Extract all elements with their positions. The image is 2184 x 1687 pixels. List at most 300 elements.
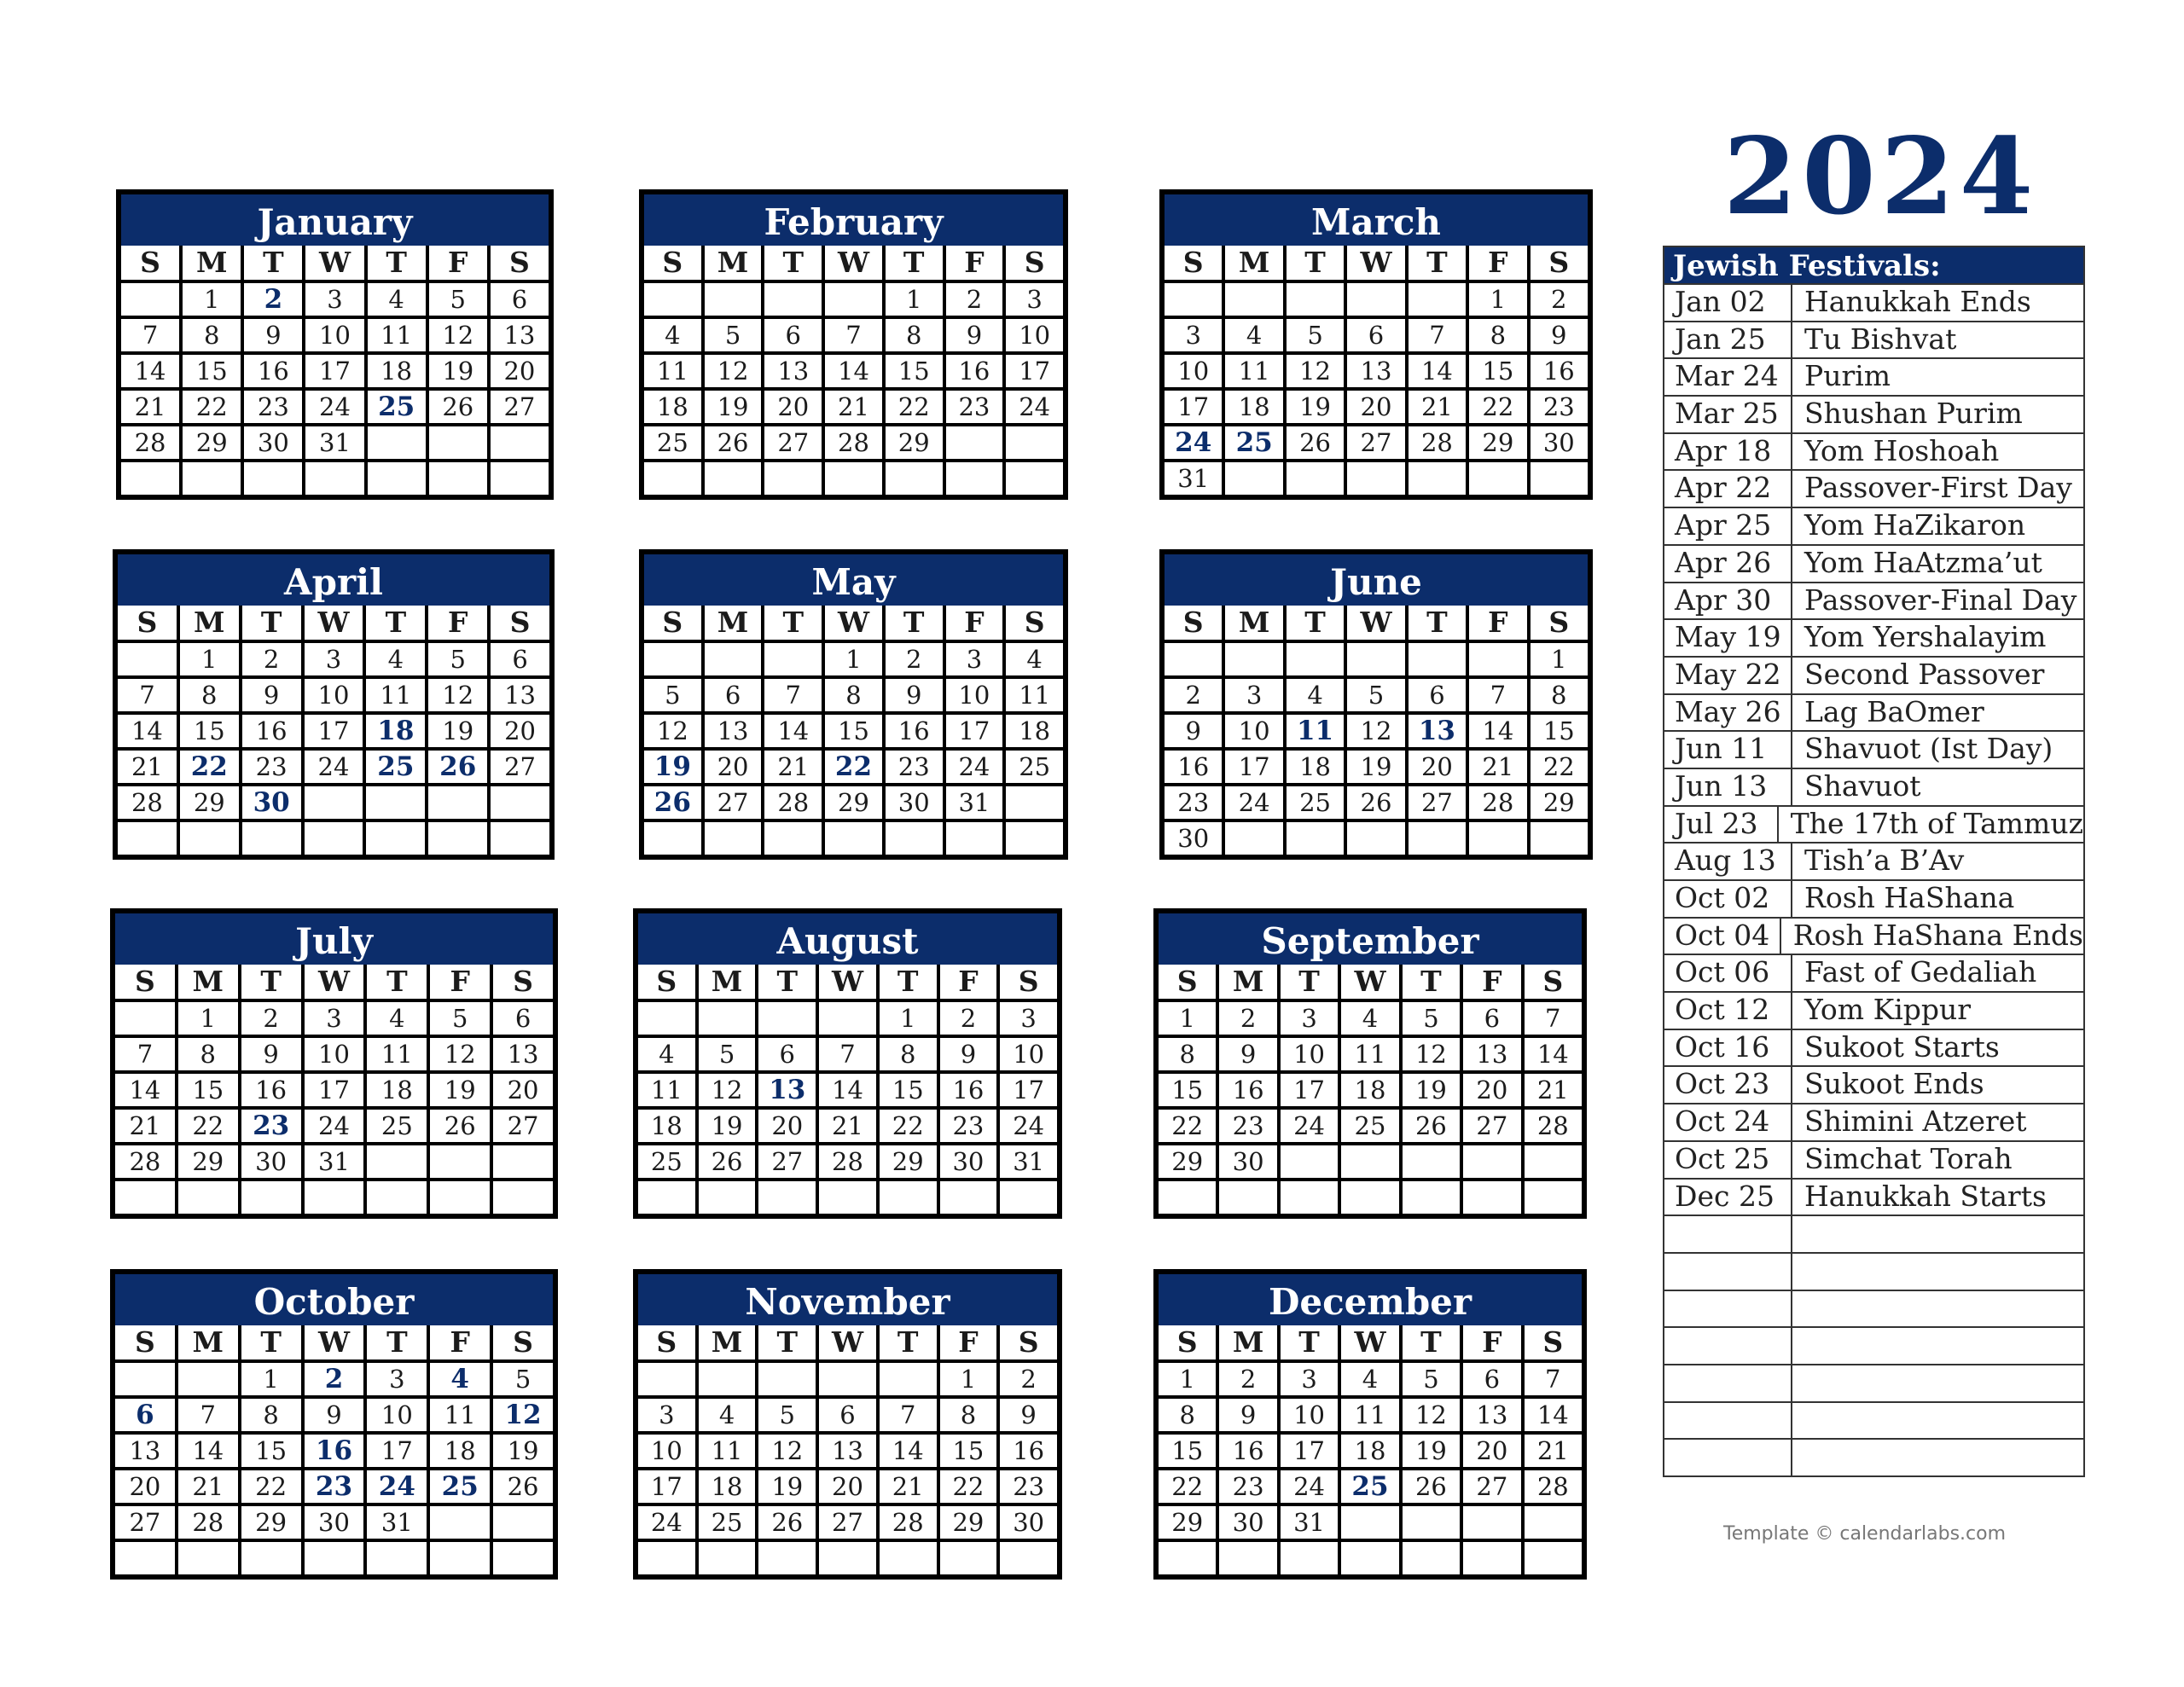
empty-day-cell	[1347, 643, 1404, 675]
day-cell: 4	[366, 643, 425, 675]
festival-date: Oct 12	[1664, 993, 1792, 1029]
day-cell: 20	[491, 355, 549, 387]
day-cell: 4	[1006, 643, 1063, 675]
weekday-label: S	[644, 606, 701, 640]
day-cell: 8	[183, 319, 241, 351]
day-cell: 15	[241, 1435, 301, 1467]
holiday-day-cell: 22	[180, 751, 239, 783]
day-cell: 19	[758, 1470, 816, 1503]
day-cell: 7	[825, 319, 882, 351]
empty-day-cell	[115, 1181, 175, 1214]
day-cell: 29	[825, 786, 882, 819]
day-cell: 16	[1531, 355, 1588, 387]
empty-day-cell	[430, 1542, 490, 1574]
day-cell: 31	[1165, 462, 1222, 495]
day-cell: 20	[493, 1074, 553, 1106]
holiday-day-cell: 2	[305, 1363, 364, 1395]
weekday-label: T	[242, 606, 301, 640]
festival-row	[1664, 879, 2083, 917]
day-cell: 8	[1159, 1038, 1216, 1070]
empty-day-cell	[705, 462, 762, 495]
holiday-day-cell: 23	[305, 1470, 364, 1503]
weekday-label: W	[305, 1325, 364, 1359]
day-cell: 1	[241, 1363, 301, 1395]
empty-day-cell	[491, 462, 549, 495]
month-8	[1153, 908, 1587, 1219]
empty-day-cell	[1409, 462, 1466, 495]
day-cell: 18	[1225, 391, 1282, 423]
day-cell: 28	[115, 1145, 175, 1178]
day-cell: 8	[178, 1038, 238, 1070]
festival-row	[1664, 768, 2083, 805]
day-cell: 8	[1159, 1399, 1216, 1431]
festival-name: Hanukkah Starts	[1804, 1179, 2047, 1213]
day-cell: 13	[1463, 1038, 1520, 1070]
festival-row	[1664, 730, 2083, 768]
weekday-label: S	[491, 246, 549, 280]
day-cell: 29	[178, 1145, 238, 1178]
empty-day-cell	[366, 822, 425, 855]
festival-date: Jan 02	[1664, 285, 1792, 321]
holiday-day-cell: 24	[367, 1470, 427, 1503]
day-cell: 6	[764, 319, 822, 351]
day-cell: 25	[367, 1110, 427, 1142]
day-cell: 20	[705, 751, 762, 783]
weekday-row	[644, 246, 1063, 280]
day-cell: 3	[305, 283, 363, 316]
empty-day-cell	[1469, 822, 1526, 855]
day-cell: 29	[1159, 1506, 1216, 1539]
empty-day-cell	[493, 1506, 553, 1539]
day-cell: 15	[183, 355, 241, 387]
empty-day-cell	[1006, 822, 1063, 855]
day-cell: 2	[1000, 1363, 1057, 1395]
day-cell: 14	[1525, 1399, 1582, 1431]
empty-day-cell	[305, 462, 363, 495]
day-cell: 18	[368, 355, 426, 387]
day-cell: 12	[758, 1435, 816, 1467]
day-cell: 25	[1287, 786, 1344, 819]
weekday-label: T	[758, 1325, 816, 1359]
empty-day-cell	[428, 786, 487, 819]
empty-day-cell	[115, 1363, 175, 1395]
empty-day-cell	[242, 822, 301, 855]
day-cell: 3	[1000, 1002, 1057, 1035]
day-cell: 29	[1469, 426, 1526, 459]
day-cell: 4	[1287, 679, 1344, 711]
empty-day-cell	[644, 283, 701, 316]
weekday-label: S	[1165, 246, 1222, 280]
day-cell: 27	[491, 391, 549, 423]
empty-day-cell	[1006, 462, 1063, 495]
empty-day-cell	[367, 1181, 427, 1214]
weekday-label: M	[178, 965, 238, 999]
empty-day-cell	[1463, 1145, 1520, 1178]
weekday-label: S	[493, 965, 553, 999]
day-cell: 15	[886, 355, 943, 387]
weekday-label: S	[638, 965, 695, 999]
festival-row	[1664, 656, 2083, 693]
day-cell: 13	[491, 319, 549, 351]
festival-name: Yom HaZikaron	[1804, 508, 2026, 542]
month-11	[1153, 1269, 1587, 1580]
festival-row	[1664, 917, 2083, 954]
weekday-label: F	[946, 606, 1003, 640]
month-6	[110, 908, 558, 1219]
day-cell: 12	[1287, 355, 1344, 387]
holiday-day-cell: 22	[825, 751, 882, 783]
empty-day-cell	[178, 1181, 238, 1214]
day-cell: 22	[1159, 1110, 1216, 1142]
day-cell: 6	[491, 283, 549, 316]
day-grid	[1165, 640, 1588, 855]
festival-name: Tish’a B’Av	[1804, 844, 1965, 878]
day-cell: 6	[1347, 319, 1404, 351]
day-cell: 26	[1403, 1110, 1460, 1142]
day-grid	[1159, 999, 1582, 1214]
empty-day-cell	[429, 462, 487, 495]
day-cell: 8	[880, 1038, 937, 1070]
weekday-label: F	[430, 1325, 490, 1359]
day-cell: 20	[115, 1470, 175, 1503]
day-cell: 2	[946, 283, 1003, 316]
empty-day-cell	[1225, 283, 1282, 316]
empty-day-cell	[1159, 1181, 1216, 1214]
empty-day-cell	[638, 1363, 695, 1395]
empty-day-cell	[367, 1542, 427, 1574]
weekday-label: M	[178, 1325, 238, 1359]
day-cell: 16	[886, 715, 943, 747]
festival-date: Apr 30	[1664, 583, 1792, 619]
day-cell: 27	[493, 1110, 553, 1142]
empty-day-cell	[118, 643, 177, 675]
festival-date: Oct 16	[1664, 1030, 1792, 1066]
weekday-label: W	[305, 606, 363, 640]
day-cell: 30	[1531, 426, 1588, 459]
festival-date	[1664, 1254, 1792, 1290]
weekday-label: S	[638, 1325, 695, 1359]
day-cell: 20	[758, 1110, 816, 1142]
day-cell: 11	[638, 1074, 695, 1106]
festival-row	[1664, 805, 2083, 843]
day-cell: 5	[493, 1363, 553, 1395]
empty-day-cell	[1403, 1145, 1460, 1178]
day-cell: 18	[430, 1435, 490, 1467]
day-cell: 6	[819, 1399, 876, 1431]
day-cell: 7	[1525, 1002, 1582, 1035]
day-cell: 15	[1159, 1435, 1216, 1467]
day-grid	[644, 640, 1063, 855]
day-cell: 11	[1225, 355, 1282, 387]
festival-row	[1664, 1438, 2083, 1475]
day-grid	[644, 280, 1063, 495]
festival-name: Simchat Torah	[1804, 1141, 2013, 1175]
weekday-row	[115, 1325, 553, 1359]
day-cell: 31	[946, 786, 1003, 819]
day-cell: 16	[1219, 1435, 1276, 1467]
festival-name: Tu Bishvat	[1804, 322, 1957, 356]
empty-day-cell	[1525, 1542, 1582, 1574]
weekday-label: S	[644, 246, 701, 280]
weekday-label: F	[940, 1325, 997, 1359]
festival-date	[1664, 1440, 1792, 1475]
day-cell: 9	[305, 1399, 364, 1431]
day-cell: 12	[644, 715, 701, 747]
festival-date: May 19	[1664, 620, 1792, 656]
festivals-list	[1664, 283, 2083, 1475]
day-cell: 15	[180, 715, 239, 747]
day-cell: 22	[178, 1110, 238, 1142]
holiday-day-cell: 25	[368, 391, 426, 423]
day-cell: 24	[305, 751, 363, 783]
weekday-label: T	[1403, 1325, 1460, 1359]
empty-day-cell	[946, 462, 1003, 495]
day-cell: 29	[180, 786, 239, 819]
weekday-label: M	[705, 606, 762, 640]
empty-day-cell	[1287, 822, 1344, 855]
festival-date: Aug 13	[1664, 844, 1792, 879]
empty-day-cell	[1409, 822, 1466, 855]
day-cell: 1	[886, 283, 943, 316]
festival-name: Yom HaAtzma’ut	[1804, 545, 2042, 579]
day-cell: 30	[305, 1506, 364, 1539]
empty-day-cell	[121, 462, 179, 495]
day-cell: 28	[121, 426, 179, 459]
weekday-label: T	[1281, 965, 1338, 999]
festival-name: Shavuot (Ist Day)	[1804, 732, 2053, 766]
month-title: July	[115, 913, 553, 965]
day-cell: 28	[880, 1506, 937, 1539]
day-cell: 3	[1281, 1002, 1338, 1035]
day-cell: 21	[764, 751, 822, 783]
festival-row	[1664, 507, 2083, 544]
empty-day-cell	[241, 1542, 301, 1574]
day-cell: 11	[366, 679, 425, 711]
weekday-label: T	[886, 246, 943, 280]
day-cell: 23	[1531, 391, 1588, 423]
empty-day-cell	[699, 1002, 756, 1035]
day-cell: 21	[1409, 391, 1466, 423]
festival-name	[1792, 1216, 1804, 1252]
holiday-day-cell: 16	[305, 1435, 364, 1467]
month-title: March	[1165, 194, 1588, 246]
month-2	[1159, 189, 1593, 500]
day-cell: 12	[1347, 715, 1404, 747]
empty-day-cell	[764, 283, 822, 316]
empty-day-cell	[1347, 462, 1404, 495]
empty-day-cell	[493, 1181, 553, 1214]
day-cell: 18	[644, 391, 701, 423]
day-cell: 7	[1469, 679, 1526, 711]
weekday-label: S	[1159, 1325, 1216, 1359]
day-cell: 15	[1469, 355, 1526, 387]
day-cell: 3	[946, 643, 1003, 675]
empty-day-cell	[758, 1002, 816, 1035]
empty-day-cell	[644, 822, 701, 855]
holiday-day-cell: 6	[115, 1399, 175, 1431]
empty-day-cell	[1531, 822, 1588, 855]
day-cell: 7	[1525, 1363, 1582, 1395]
festival-date: Mar 24	[1664, 359, 1792, 395]
day-cell: 14	[115, 1074, 175, 1106]
day-cell: 27	[491, 751, 549, 783]
empty-day-cell	[1165, 643, 1222, 675]
festival-row	[1664, 582, 2083, 619]
day-cell: 7	[880, 1399, 937, 1431]
weekday-label: M	[180, 606, 239, 640]
festival-name	[1792, 1440, 1804, 1475]
festival-name: Yom Hoshoah	[1804, 433, 2000, 467]
day-cell: 3	[367, 1363, 427, 1395]
empty-day-cell	[121, 283, 179, 316]
month-9	[110, 1269, 558, 1580]
day-cell: 23	[1000, 1470, 1057, 1503]
day-cell: 13	[705, 715, 762, 747]
empty-day-cell	[819, 1181, 876, 1214]
day-cell: 18	[367, 1074, 427, 1106]
day-cell: 7	[121, 319, 179, 351]
day-cell: 17	[1165, 391, 1222, 423]
day-cell: 2	[940, 1002, 997, 1035]
weekday-label: F	[430, 965, 490, 999]
day-cell: 28	[1525, 1470, 1582, 1503]
empty-day-cell	[491, 426, 549, 459]
empty-day-cell	[1225, 822, 1282, 855]
day-cell: 13	[1347, 355, 1404, 387]
day-cell: 7	[118, 679, 177, 711]
day-cell: 3	[1165, 319, 1222, 351]
day-cell: 22	[886, 391, 943, 423]
day-cell: 5	[428, 643, 487, 675]
holiday-day-cell: 24	[1165, 426, 1222, 459]
festival-row	[1664, 1252, 2083, 1290]
empty-day-cell	[699, 1542, 756, 1574]
day-cell: 19	[493, 1435, 553, 1467]
day-cell: 16	[1000, 1435, 1057, 1467]
empty-day-cell	[1287, 643, 1344, 675]
day-cell: 11	[1341, 1399, 1398, 1431]
empty-day-cell	[368, 426, 426, 459]
day-cell: 6	[1463, 1363, 1520, 1395]
day-cell: 29	[241, 1506, 301, 1539]
day-cell: 11	[430, 1399, 490, 1431]
festival-row	[1664, 1103, 2083, 1140]
weekday-row	[118, 606, 549, 640]
festival-row	[1664, 693, 2083, 731]
day-cell: 6	[491, 643, 549, 675]
day-cell: 30	[1000, 1506, 1057, 1539]
day-cell: 5	[705, 319, 762, 351]
day-cell: 31	[305, 426, 363, 459]
day-cell: 13	[491, 679, 549, 711]
weekday-label: S	[491, 606, 549, 640]
festival-name: Hanukkah Ends	[1804, 285, 2031, 318]
day-cell: 25	[644, 426, 701, 459]
month-title: October	[115, 1274, 553, 1325]
day-cell: 19	[705, 391, 762, 423]
empty-day-cell	[1341, 1145, 1398, 1178]
empty-day-cell	[1531, 462, 1588, 495]
day-cell: 10	[1165, 355, 1222, 387]
day-cell: 28	[1525, 1110, 1582, 1142]
weekday-label: T	[368, 246, 426, 280]
day-cell: 17	[1006, 355, 1063, 387]
day-cell: 30	[1165, 822, 1222, 855]
day-cell: 19	[1347, 751, 1404, 783]
day-cell: 26	[758, 1506, 816, 1539]
day-grid	[638, 999, 1057, 1214]
day-cell: 9	[1000, 1399, 1057, 1431]
day-cell: 25	[638, 1145, 695, 1178]
day-cell: 14	[880, 1435, 937, 1467]
empty-day-cell	[430, 1506, 490, 1539]
day-grid	[115, 999, 553, 1214]
festival-date	[1664, 1328, 1792, 1364]
day-cell: 29	[1159, 1145, 1216, 1178]
day-cell: 23	[946, 391, 1003, 423]
festival-name: Shushan Purim	[1804, 397, 2023, 431]
day-cell: 4	[1225, 319, 1282, 351]
empty-day-cell	[1409, 643, 1466, 675]
festival-row	[1664, 321, 2083, 358]
empty-day-cell	[1341, 1181, 1398, 1214]
day-cell: 9	[946, 319, 1003, 351]
festival-name: Sukoot Starts	[1804, 1029, 2000, 1064]
weekday-label: T	[1403, 965, 1460, 999]
day-cell: 24	[1281, 1110, 1338, 1142]
festival-row	[1664, 1290, 2083, 1327]
empty-day-cell	[638, 1181, 695, 1214]
day-cell: 9	[244, 319, 302, 351]
empty-day-cell	[764, 462, 822, 495]
day-cell: 17	[1225, 751, 1282, 783]
day-cell: 1	[1469, 283, 1526, 316]
weekday-row	[1159, 1325, 1582, 1359]
month-4	[639, 549, 1068, 860]
day-cell: 31	[1281, 1506, 1338, 1539]
holiday-day-cell: 13	[758, 1074, 816, 1106]
weekday-label: T	[367, 1325, 427, 1359]
festival-name: Shavuot	[1804, 768, 1921, 803]
day-cell: 20	[1347, 391, 1404, 423]
festival-row	[1664, 1065, 2083, 1103]
day-cell: 27	[1347, 426, 1404, 459]
day-cell: 20	[1463, 1435, 1520, 1467]
day-cell: 14	[1409, 355, 1466, 387]
weekday-label: S	[1525, 1325, 1582, 1359]
weekday-label: F	[429, 246, 487, 280]
day-cell: 21	[880, 1470, 937, 1503]
holiday-day-cell: 25	[366, 751, 425, 783]
day-cell: 31	[305, 1145, 364, 1178]
day-cell: 27	[705, 786, 762, 819]
day-cell: 2	[1219, 1363, 1276, 1395]
day-cell: 28	[819, 1145, 876, 1178]
holiday-day-cell: 13	[1409, 715, 1466, 747]
weekday-row	[121, 246, 549, 280]
day-cell: 8	[180, 679, 239, 711]
festival-date	[1664, 1403, 1792, 1439]
weekday-label: W	[305, 965, 364, 999]
empty-day-cell	[819, 1542, 876, 1574]
weekday-label: W	[1341, 965, 1398, 999]
empty-day-cell	[1341, 1506, 1398, 1539]
empty-day-cell	[758, 1363, 816, 1395]
empty-day-cell	[1159, 1542, 1216, 1574]
festival-date	[1664, 1365, 1792, 1401]
empty-day-cell	[491, 786, 549, 819]
empty-day-cell	[886, 822, 943, 855]
